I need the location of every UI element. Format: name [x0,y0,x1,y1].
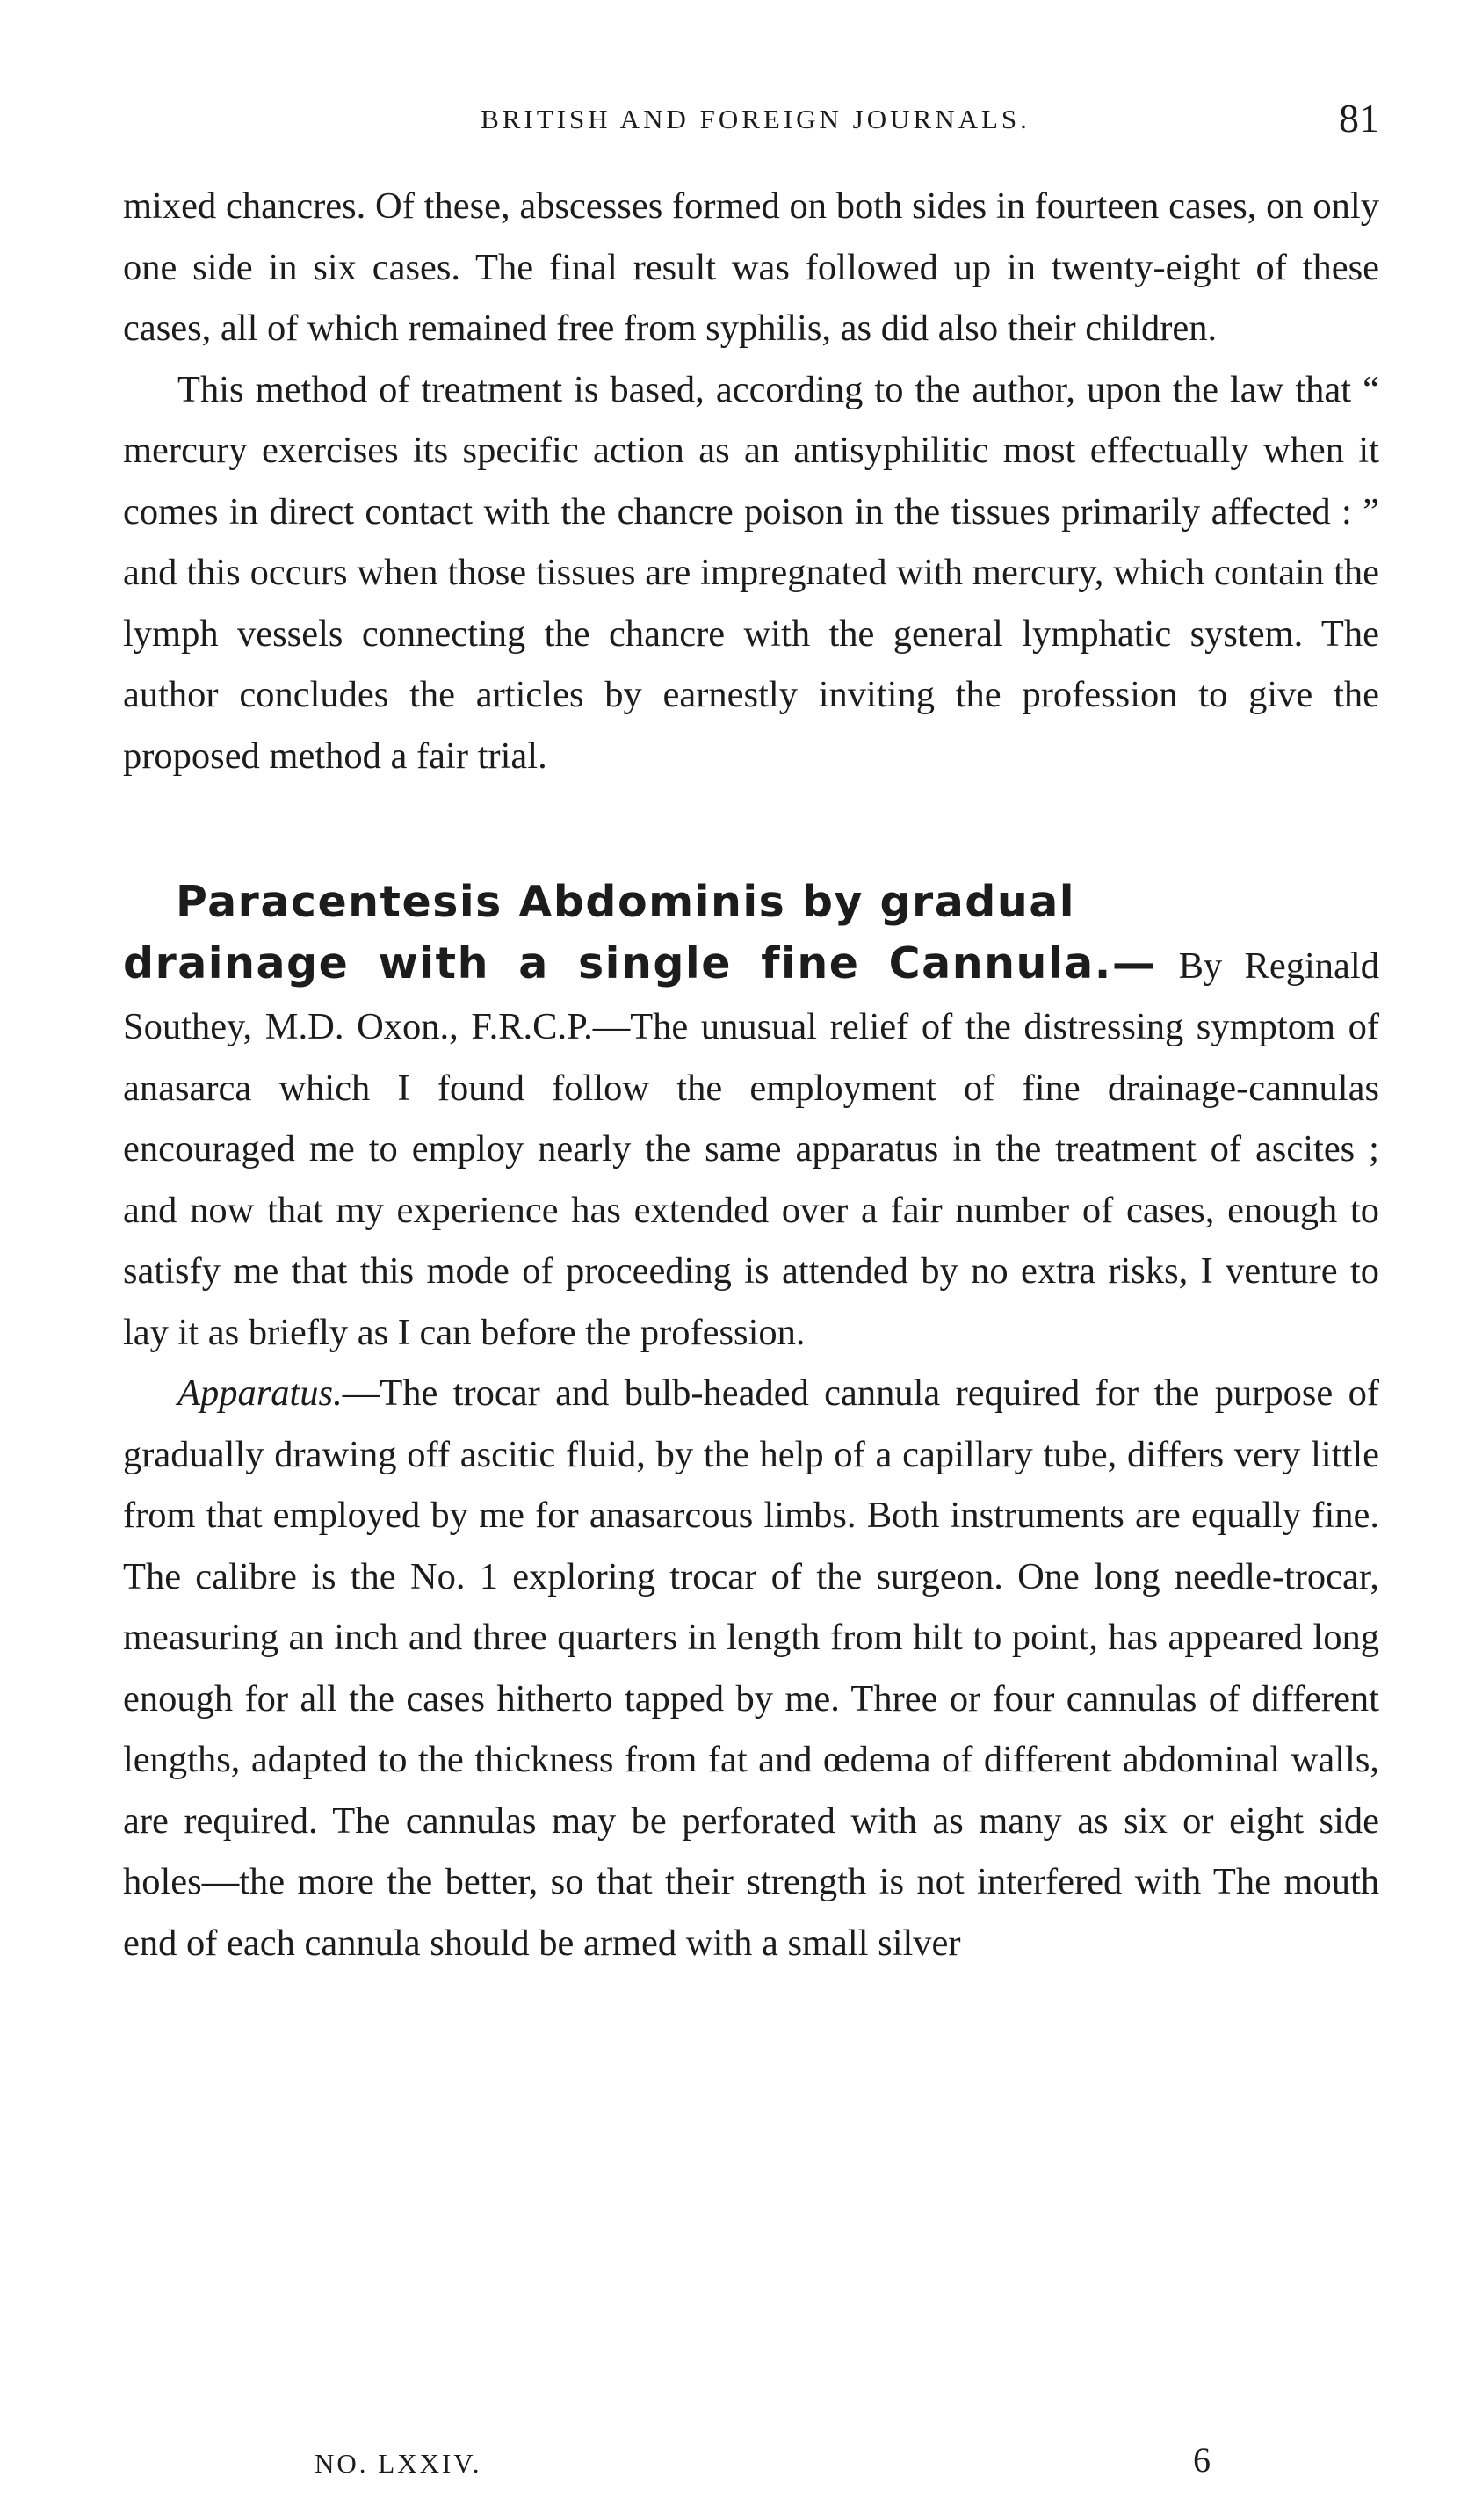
body-text [123,176,1379,1973]
running-title: BRITISH AND FOREIGN JOURNALS. [481,104,1030,134]
article-section [123,872,1379,1973]
article-intro-paragraph [123,933,1379,1364]
article-title-line1: Paracentesis Abdominis by gradual [176,877,1076,927]
apparatus-label: Apparatus. [177,1372,343,1414]
paragraph-method: This method of treatment is based, according to the author, upon the law that “ mercury exercises its specific action as an antisyphilitic most effectually when it comes in direct contact with the chancre poison in the tissues primarily affected : ” and this occurs when those tissues are impregnated with mercury, which contain the lymph vessels connecting the chancre with the general lymphatic system. The author concludes the articles by earnestly inviting the profession to give the proposed method a fair trial. [123,368,1379,777]
apparatus-text: —The trocar and bulb-headed cannula required for the purpose of gradually drawing off ascitic fluid, by the help of a capillary tube, differs very little from that employed by me for anasarcous limbs. Both instruments are equally fine. The calibre is the No. 1 exploring trocar of the surgeon. One long needle-trocar, measuring an inch and three quarters in length from hilt to point, has appeared long enough for all the cases hitherto tapped by me. Three or four cannulas of different lengths, adapted to the thickness from fat and œdema of different abdominal walls, are required. The cannulas may be perforated with as many as six or eight side holes—the more the better, so that their strength is not interfered with The mouth end of each cannula should be armed with a small silver [123,1372,1379,1964]
apparatus-paragraph [123,1363,1379,1973]
section-gap [123,786,1379,872]
page-number: 81 [1339,96,1379,141]
page-footer [315,2440,1211,2492]
paragraph-continuation: mixed chancres. Of these, abscesses formed on both sides in fourteen cases, on only one side in six cases. The final result was followed up in twenty-eight of these cases, all of which remained free from syphilis, as did also their children. [123,185,1379,349]
signature-mark: NO. LXXIV. [315,2448,482,2479]
article-heading-line1 [123,872,1379,933]
signature-number: 6 [1193,2440,1211,2480]
article-title-line2: drainage with a single fine Cannula.— [123,938,1157,988]
running-head [132,95,1379,148]
article-intro-text: By Reginald Southey, M.D. Oxon., F.R.C.P.—The unusual relief of the distressing symptom of anasarca which I found follow the employment of fine drainage-cannulas encouraged me to employ nearly the same apparatus in the treatment of ascites ; and now that my experience has extended over a fair number of cases, enough to satisfy me that this mode of proceeding is attended by no extra risks, I venture to lay it as briefly as I can before the profession. [123,945,1379,1353]
